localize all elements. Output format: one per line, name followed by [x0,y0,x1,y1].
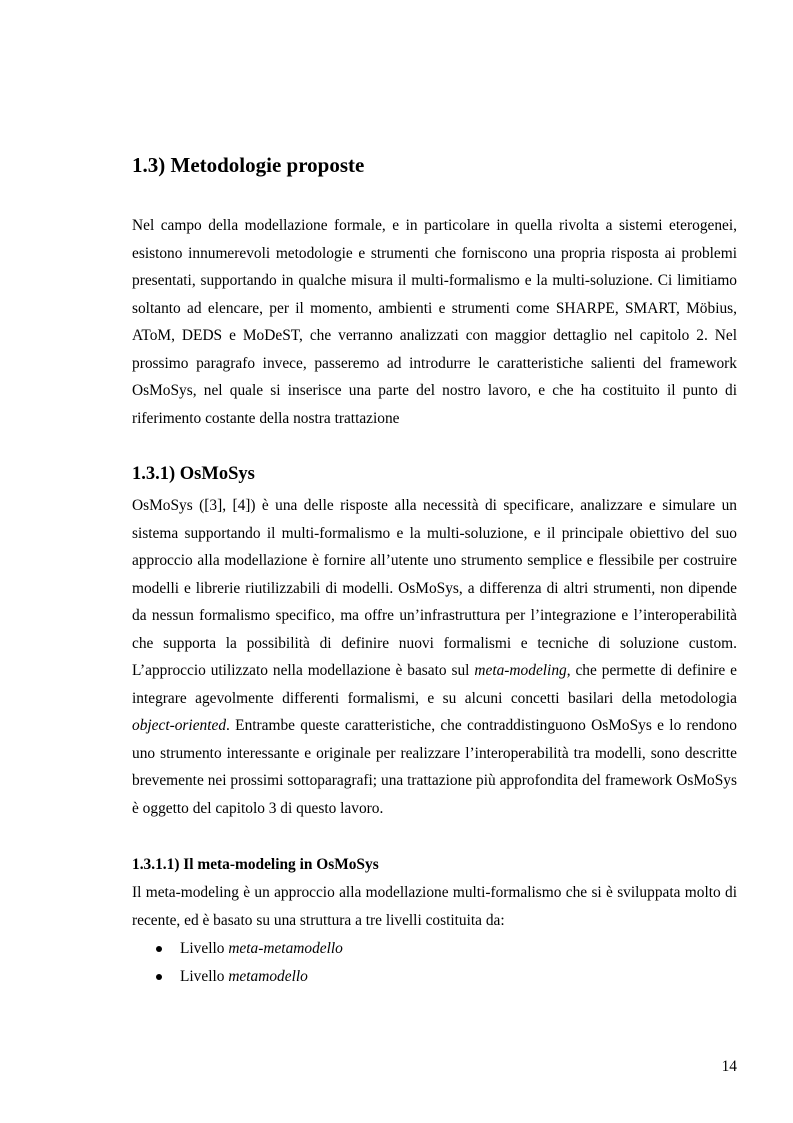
page-number: 14 [721,1058,737,1075]
osmosys-text-part-1: OsMoSys ([3], [4]) è una delle risposte alla necessità di specificare, analizzare e simulare un sistema supportando il multi-formalismo e la multi-soluzione, e il principale obiettivo del suo approccio alla modellazione è fornire all’utente uno strumento semplice e flessibile per costruire modelli e librerie riutilizzabili di modelli. OsMoSys, a differenza di altri strumenti, non dipende da nessun formalismo specifico, ma offre un’infrastruttura per l’integrazione e l’interoperabilità che supporta la possibilità di definire nuovi formalismi e tecniche di soluzione custom. L’approccio utilizzato nella modellazione è basato sul [132,497,737,679]
bullet-icon [156,946,162,952]
osmosys-text-part-3: . Entrambe queste caratteristiche, che contraddistinguono OsMoSys e lo rendono uno strumento interessante e originale per realizzare l’interoperabilità tra modelli, sono descritte brevemente nei prossimi sottoparagrafi; una trattazione più approfondita del framework OsMoSys è oggetto del capitolo 3 di questo lavoro. [132,717,737,817]
object-oriented-term: object-oriented [132,717,227,734]
list-item [132,963,343,991]
list-item [132,935,343,963]
osmosys-paragraph [132,492,737,822]
osmosys-text-part-2: , che permette di definire e integrare agevolmente differenti formalismi, e su alcuni concetti basilari della metodologia [132,662,737,707]
list-item-prefix: Livello [180,940,229,957]
section-heading: 1.3) Metodologie proposte [132,153,365,177]
list-item-term: metamodello [228,968,308,985]
subsubsection-heading: 1.3.1.1) Il meta-modeling in OsMoSys [132,856,379,873]
intro-paragraph: Nel campo della modellazione formale, e in particolare in quella rivolta a sistemi eterogenei, esistono innumerevoli metodologie e strumenti che forniscono una propria risposta ai problemi presentati, supportando in qualche misura il multi-formalismo e la multi-soluzione. Ci limitiamo soltanto ad elencare, per il momento, ambienti e strumenti come SHARPE, SMART, Möbius, AToM, DEDS e MoDeST, che verranno analizzati con maggior dettaglio nel capitolo 2. Nel prossimo paragrafo invece, passeremo ad introdurre le caratteristiche salienti del framework OsMoSys, nel quale si inserisce una parte del nostro lavoro, e che ha costituito il punto di riferimento costante della nostra trattazione [132,217,737,427]
subsection-heading: 1.3.1) OsMoSys [132,464,255,484]
bullet-icon [156,974,162,980]
meta-modeling-term: meta-modeling [474,662,567,679]
levels-list [132,935,343,991]
meta-modeling-paragraph: Il meta-modeling è un approccio alla modellazione multi-formalismo che si è sviluppata molto di recente, ed è basato su una struttura a tre livelli costituita da: [132,884,737,929]
list-item-prefix: Livello [180,968,229,985]
list-item-term: meta-metamodello [228,940,343,957]
